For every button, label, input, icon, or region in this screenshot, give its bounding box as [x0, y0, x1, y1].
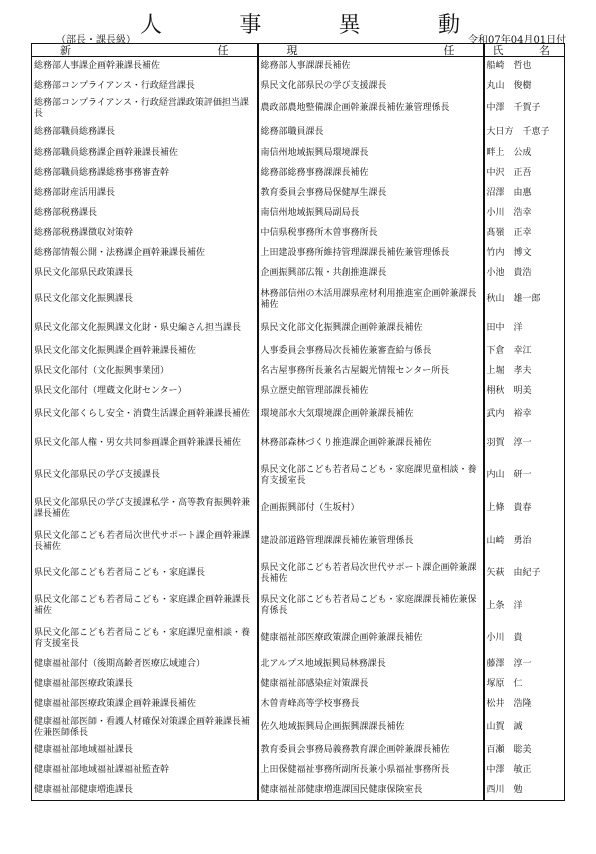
table-row: [32, 382, 565, 402]
new-position-cell: 総務部コンプライアンス・行政経営課長: [32, 77, 258, 97]
new-position-cell: 県民文化部こども若者局こども・家庭課児童相談・養育支援室長: [32, 623, 258, 655]
table-row: [32, 715, 565, 741]
name-cell: 髙嶺 正幸: [484, 224, 565, 244]
name-cell: 竹内 博文: [484, 244, 565, 264]
current-position-cell: 健康福祉部感染症対策課長: [258, 675, 484, 695]
new-position-cell: 県民文化部付（文化振興事業団）: [32, 362, 258, 382]
name-cell: 沼澤 由惠: [484, 184, 565, 204]
table-header-row: [32, 44, 565, 57]
table-row: [32, 144, 565, 164]
table-row: [32, 590, 565, 623]
new-position-cell: 県民文化部県民の学び支援課長: [32, 460, 258, 492]
new-position-cell: 県民文化部県民の学び支援課私学・高等教育振興幹兼課長補佐: [32, 492, 258, 526]
new-position-cell: 県民文化部付（埋蔵文化財センター）: [32, 382, 258, 402]
table-row: [32, 284, 565, 316]
name-cell: 中澤 敏正: [484, 761, 565, 781]
new-position-cell: 総務部人事課企画幹兼課長補佐: [32, 57, 258, 77]
new-position-cell: 総務部コンプライアンス・行政経営課政策評価担当課長: [32, 97, 258, 121]
table-row: [32, 741, 565, 761]
column-header-char: 氏: [492, 43, 504, 57]
new-position-cell: 総務部職員総務課総務事務審査幹: [32, 164, 258, 184]
table-row: [32, 244, 565, 264]
current-position-cell: 県民文化部こども若者局こども・家庭課児童相談・養育支援室長: [258, 460, 484, 492]
table-row: [32, 77, 565, 97]
table-row: [32, 316, 565, 342]
current-position-cell: 佐久地域振興局企画振興課課長補佐: [258, 715, 484, 741]
table-row: [32, 97, 565, 121]
name-cell: 畔上 公成: [484, 144, 565, 164]
current-position-cell: 建設部道路管理課課長補佐兼管理係長: [258, 526, 484, 558]
new-position-cell: 総務部税務課徴収対策幹: [32, 224, 258, 244]
current-position-cell: 南信州地域振興局副局長: [258, 204, 484, 224]
current-position-cell: 総務部総務事務課課長補佐: [258, 164, 484, 184]
new-position-cell: 県民文化部人権・男女共同参画課企画幹兼課長補佐: [32, 428, 258, 460]
table-body: [32, 57, 565, 801]
name-cell: 内山 研一: [484, 460, 565, 492]
name-cell: 小川 浩幸: [484, 204, 565, 224]
new-position-cell: 県民文化部文化振興課文化財・県史編さん担当課長: [32, 316, 258, 342]
table-row: [32, 264, 565, 284]
current-position-cell: 教育委員会事務局保健厚生課長: [258, 184, 484, 204]
current-position-cell: 林務部信州の木活用課県産材利用推進室企画幹兼課長補佐: [258, 284, 484, 316]
title-char: 異: [338, 13, 361, 38]
new-position-cell: 健康福祉部付（後期高齢者医療広域連合）: [32, 655, 258, 675]
new-position-cell: 県民文化部県民政策課長: [32, 264, 258, 284]
name-cell: 小池 貴浩: [484, 264, 565, 284]
new-position-cell: 県民文化部文化振興課企画幹兼課長補佐: [32, 342, 258, 362]
current-position-cell: 県民文化部県民の学び支援課長: [258, 77, 484, 97]
current-position-cell: 名古屋事務所長兼名古屋観光情報センター所長: [258, 362, 484, 382]
new-position-cell: 健康福祉部医療政策課企画幹兼課長補佐: [32, 695, 258, 715]
effective-date: 令和07年04月01日付: [468, 35, 567, 46]
table-row: [32, 402, 565, 428]
table-row: [32, 623, 565, 655]
table-row: [32, 526, 565, 558]
name-cell: 小川 貴: [484, 623, 565, 655]
current-position-cell: 健康福祉部医療政策課企画幹兼課長補佐: [258, 623, 484, 655]
current-position-cell: 上田保健福祉事務所副所長兼小県福祉事務所長: [258, 761, 484, 781]
name-cell: 西川 勉: [484, 781, 565, 801]
name-cell: 中沢 正吾: [484, 164, 565, 184]
table-row: [32, 224, 565, 244]
current-position-cell: 農政部農地整備課企画幹兼課長補佐兼管理係長: [258, 97, 484, 121]
table-row: [32, 761, 565, 781]
new-position-cell: 健康福祉部健康増進課長: [32, 781, 258, 801]
current-position-cell: 林務部森林づくり推進課企画幹兼課長補佐: [258, 428, 484, 460]
name-cell: 羽賀 淳一: [484, 428, 565, 460]
current-position-cell: 木曽青峰高等学校事務長: [258, 695, 484, 715]
current-position-cell: 人事委員会事務局次長補佐兼審査給与係長: [258, 342, 484, 362]
name-cell: 秋山 雄一郎: [484, 284, 565, 316]
new-position-cell: 県民文化部くらし安全・消費生活課企画幹兼課長補佐: [32, 402, 258, 428]
column-header-char: 名: [539, 43, 550, 57]
current-position-cell: 環境部水大気環境課企画幹兼課長補佐: [258, 402, 484, 428]
name-cell: 丸山 俊樹: [484, 77, 565, 97]
column-header-char: 現: [286, 43, 298, 57]
current-position-cell: 上田建設事務所維持管理課課長補佐兼管理係長: [258, 244, 484, 264]
name-cell: 山崎 勇治: [484, 526, 565, 558]
name-cell: 上條 貴春: [484, 492, 565, 526]
new-position-cell: 健康福祉部地域福祉課福祉監査幹: [32, 761, 258, 781]
name-cell: 船崎 哲也: [484, 57, 565, 77]
table-row: [32, 184, 565, 204]
document-title: [140, 8, 460, 39]
current-position-cell: 県民文化部文化振興課企画幹兼課長補佐: [258, 316, 484, 342]
table-row: [32, 342, 565, 362]
current-position-cell: 県立歴史館管理部課長補佐: [258, 382, 484, 402]
new-position-cell: 県民文化部こども若者局こども・家庭課企画幹兼課長補佐: [32, 590, 258, 623]
new-position-cell: 健康福祉部医師・看護人材確保対策課企画幹兼課長補佐兼医師係長: [32, 715, 258, 741]
current-position-cell: 北アルプス地域振興局林務課長: [258, 655, 484, 675]
current-position-cell: 企画振興部広報・共創推進課長: [258, 264, 484, 284]
name-cell: 中澤 千賀子: [484, 97, 565, 121]
new-position-cell: 総務部職員総務課長: [32, 121, 258, 144]
name-cell: 大日方 千恵子: [484, 121, 565, 144]
title-char: 事: [239, 13, 262, 38]
column-header-char: 任: [443, 43, 455, 57]
current-position-cell: 総務部職員課長: [258, 121, 484, 144]
new-position-cell: 総務部税務課長: [32, 204, 258, 224]
table-row: [32, 655, 565, 675]
name-cell: 百瀬 聡美: [484, 741, 565, 761]
column-header-char: 任: [217, 43, 229, 57]
name-cell: 矢萩 由紀子: [484, 558, 565, 590]
name-cell: 武内 裕幸: [484, 402, 565, 428]
table-row: [32, 558, 565, 590]
name-cell: 栩秋 明美: [484, 382, 565, 402]
new-position-cell: 健康福祉部地域福祉課長: [32, 741, 258, 761]
current-position-cell: 県民文化部こども若者局次世代サポート課企画幹兼課長補佐: [258, 558, 484, 590]
title-char: 人: [140, 13, 163, 38]
column-header-new: [32, 44, 258, 57]
name-cell: 松井 浩隆: [484, 695, 565, 715]
title-char: 動: [437, 13, 460, 38]
new-position-cell: 総務部財産活用課長: [32, 184, 258, 204]
table-row: [32, 57, 565, 77]
new-position-cell: 健康福祉部医療政策課長: [32, 675, 258, 695]
table-row: [32, 164, 565, 184]
new-position-cell: 総務部情報公開・法務課企画幹兼課長補佐: [32, 244, 258, 264]
table-row: [32, 204, 565, 224]
new-position-cell: 県民文化部こども若者局こども・家庭課長: [32, 558, 258, 590]
current-position-cell: 総務部人事課課長補佐: [258, 57, 484, 77]
new-position-cell: 県民文化部こども若者局次世代サポート課企画幹兼課長補佐: [32, 526, 258, 558]
name-cell: 下倉 幸江: [484, 342, 565, 362]
table-row: [32, 428, 565, 460]
current-position-cell: 教育委員会事務局義務教育課企画幹兼課長補佐: [258, 741, 484, 761]
name-cell: 山賀 誠: [484, 715, 565, 741]
level-label: （部長・課長級）: [56, 35, 136, 46]
table-row: [32, 675, 565, 695]
table-row: [32, 695, 565, 715]
name-cell: 田中 洋: [484, 316, 565, 342]
personnel-table: [31, 43, 565, 801]
table-row: [32, 362, 565, 382]
current-position-cell: 中信県税事務所木曽事務所長: [258, 224, 484, 244]
column-header-name: [484, 44, 565, 57]
current-position-cell: 南信州地域振興局環境課長: [258, 144, 484, 164]
name-cell: 上条 洋: [484, 590, 565, 623]
name-cell: 上堀 孝夫: [484, 362, 565, 382]
current-position-cell: 県民文化部こども若者局こども・家庭課課長補佐兼保育係長: [258, 590, 484, 623]
new-position-cell: 県民文化部文化振興課長: [32, 284, 258, 316]
column-header-char: 新: [60, 43, 71, 57]
column-header-current: [258, 44, 484, 57]
new-position-cell: 総務部職員総務課企画幹兼課長補佐: [32, 144, 258, 164]
table-row: [32, 781, 565, 801]
table-row: [32, 460, 565, 492]
name-cell: 藤澤 淳一: [484, 655, 565, 675]
current-position-cell: 企画振興部付（生坂村）: [258, 492, 484, 526]
table-row: [32, 121, 565, 144]
table-row: [32, 492, 565, 526]
current-position-cell: 健康福祉部健康増進課国民健康保険室長: [258, 781, 484, 801]
name-cell: 塚原 仁: [484, 675, 565, 695]
